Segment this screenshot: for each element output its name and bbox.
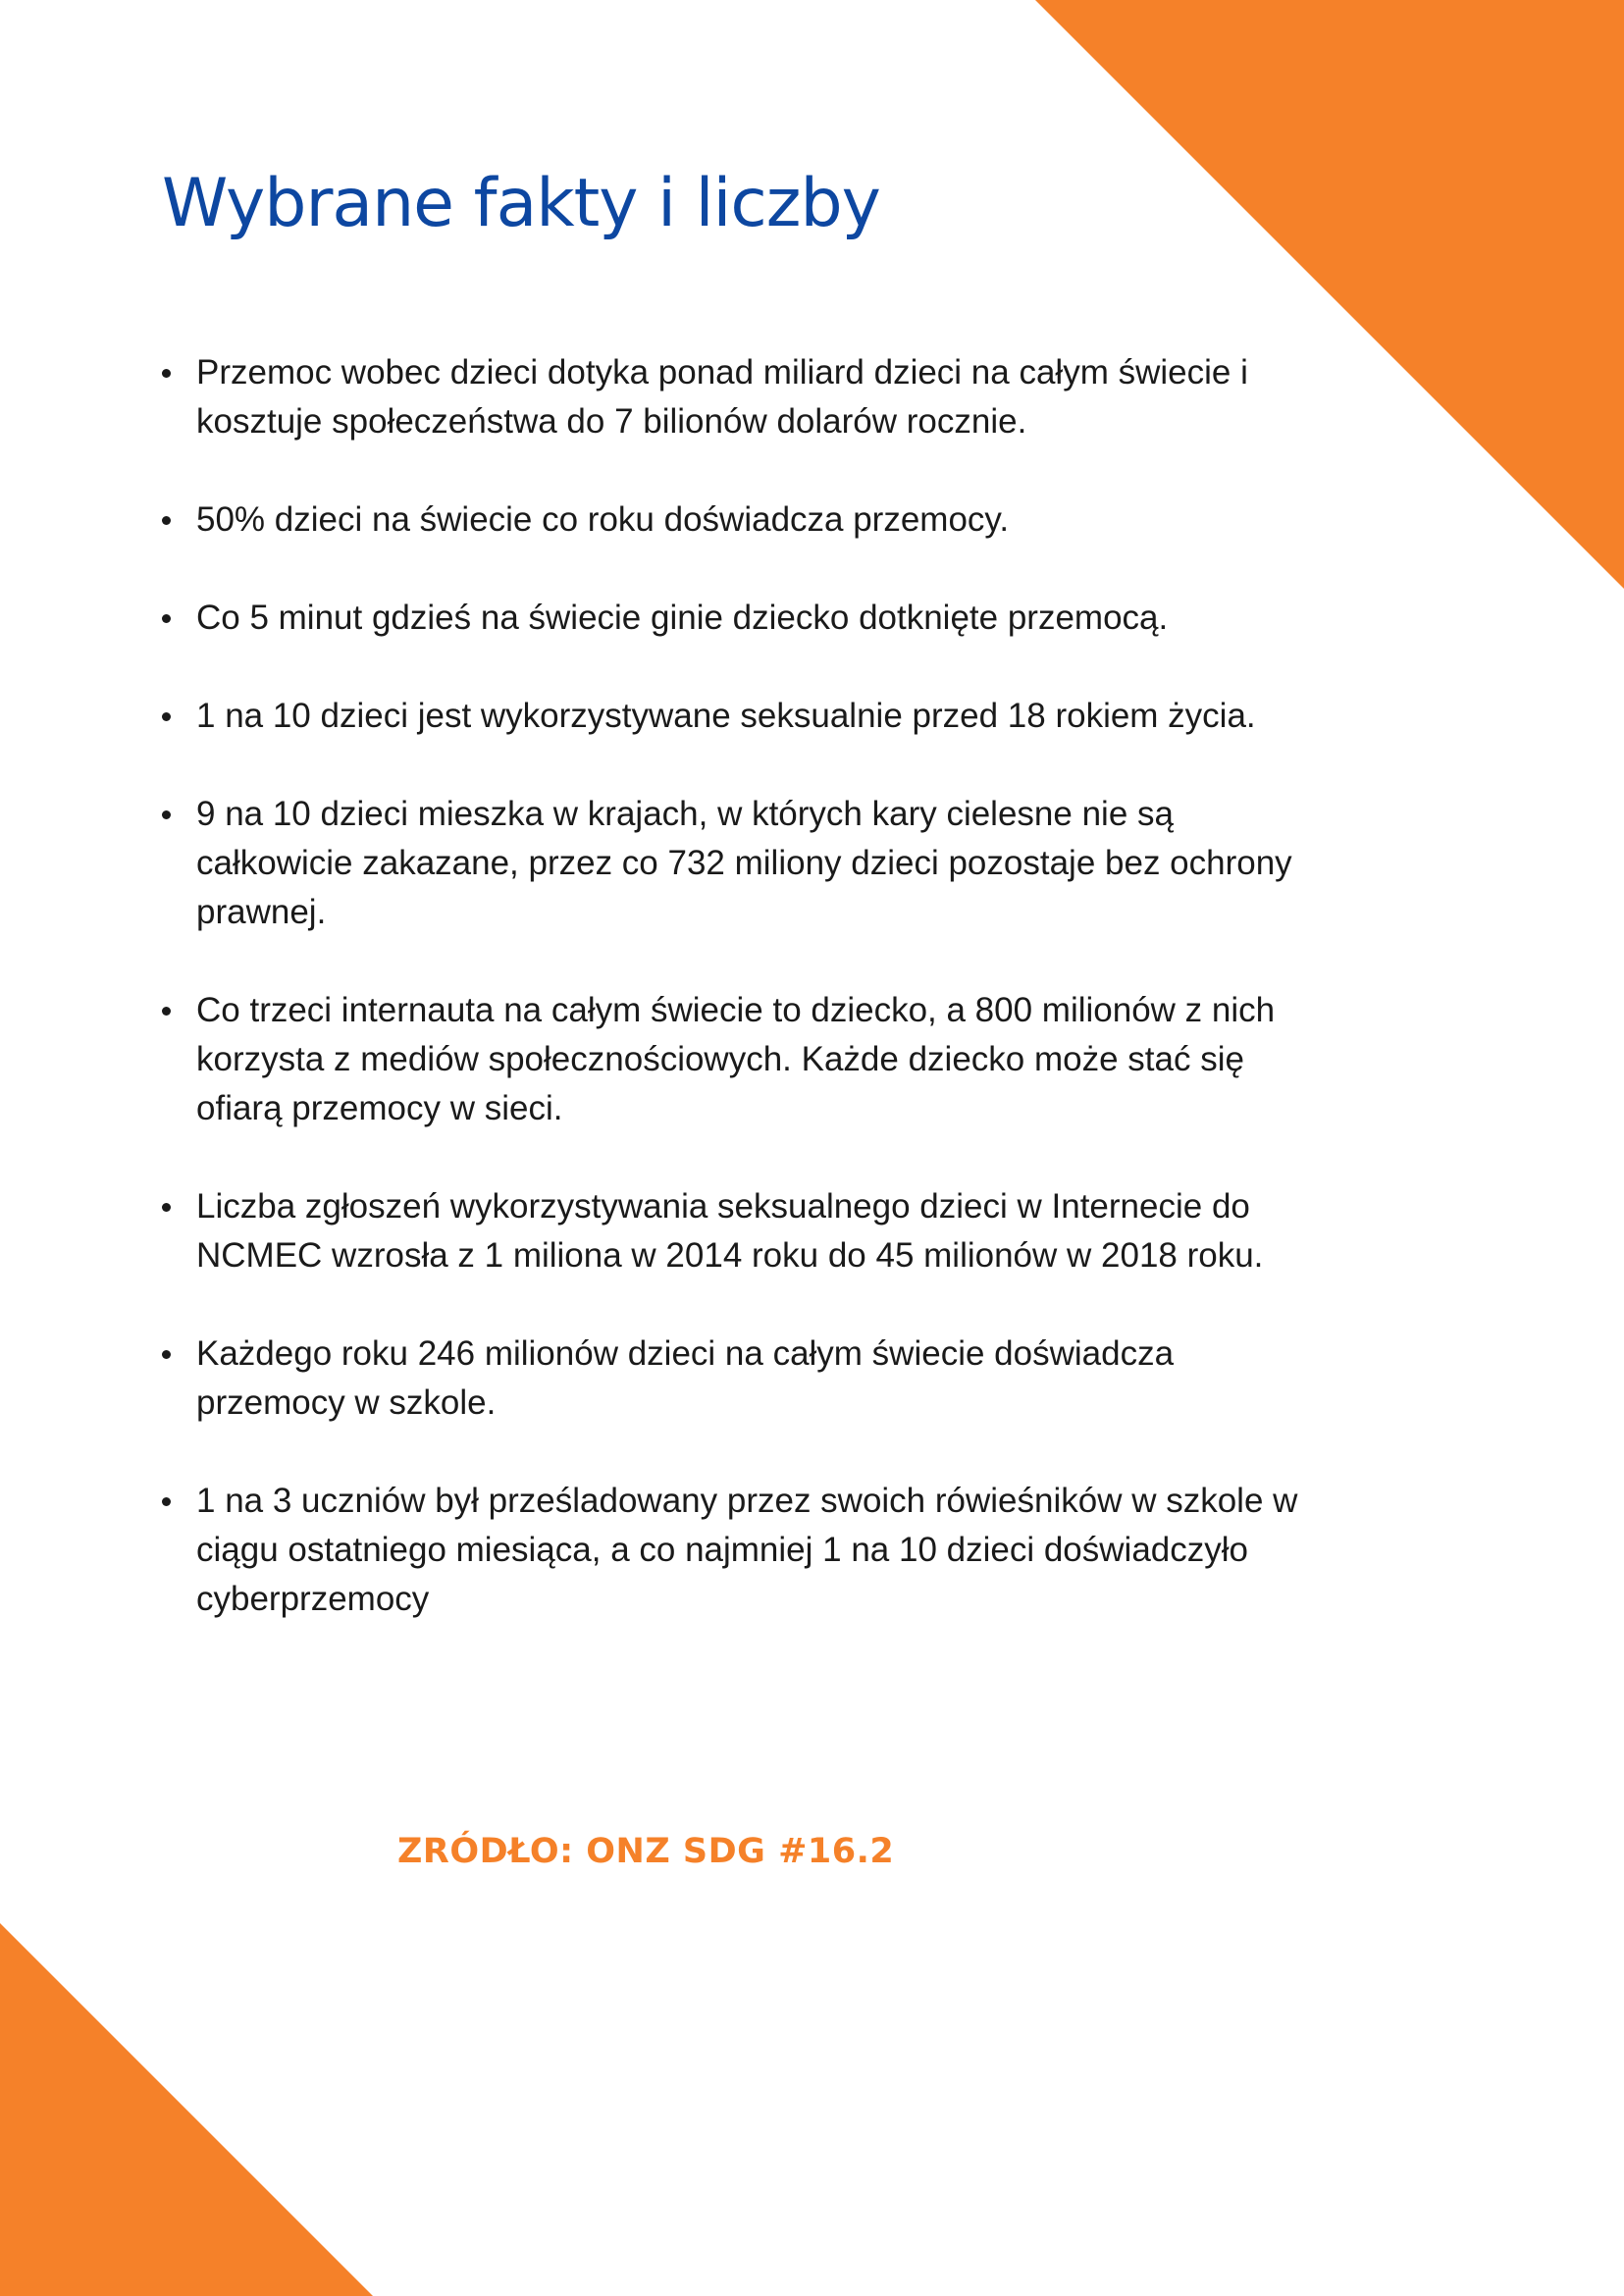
bullet-icon xyxy=(162,1497,171,1506)
fact-text: Co 5 minut gdzieś na świecie ginie dziecko dotknięte przemocą. xyxy=(196,599,1169,637)
source-label: ZRÓDŁO: ONZ SDG #16.2 xyxy=(397,1832,895,1871)
fact-item xyxy=(162,986,1320,1133)
fact-text: 50% dzieci na świecie co roku doświadcza przemocy. xyxy=(196,500,1010,539)
bullet-icon xyxy=(162,369,171,378)
bullet-icon xyxy=(162,614,171,623)
bullet-icon xyxy=(162,516,171,525)
corner-decoration-bottom-left xyxy=(0,1923,373,2296)
bullet-icon xyxy=(162,1350,171,1359)
fact-text: 9 na 10 dzieci mieszka w krajach, w których kary cielesne nie są całkowicie zakazane, przez co 732 miliony dzieci pozostaje bez ochrony prawnej. xyxy=(196,795,1292,931)
page-title: Wybrane fakty i liczby xyxy=(162,165,880,242)
fact-item xyxy=(162,790,1320,937)
fact-text: 1 na 3 uczniów był prześladowany przez swoich rówieśników w szkole w ciągu ostatniego miesiąca, a co najmniej 1 na 10 dzieci doświadczyło cyberprzemocy xyxy=(196,1482,1298,1618)
fact-item xyxy=(162,496,1320,545)
bullet-icon xyxy=(162,1007,171,1016)
fact-item xyxy=(162,1182,1320,1280)
bullet-icon xyxy=(162,712,171,721)
fact-text: Co trzeci internauta na całym świecie to dziecko, a 800 milionów z nich korzysta z mediów społecznościowych. Każde dziecko może stać się ofiarą przemocy w sieci. xyxy=(196,991,1276,1127)
fact-item xyxy=(162,348,1320,446)
bullet-icon xyxy=(162,810,171,819)
fact-text: Liczba zgłoszeń wykorzystywania seksualnego dzieci w Internecie do NCMEC wzrosła z 1 miliona w 2014 roku do 45 milionów w 2018 roku. xyxy=(196,1187,1264,1275)
bullet-icon xyxy=(162,1203,171,1212)
fact-text: Każdego roku 246 milionów dzieci na całym świecie doświadcza przemocy w szkole. xyxy=(196,1334,1175,1422)
facts-list xyxy=(162,348,1320,1673)
fact-item xyxy=(162,1330,1320,1428)
fact-item xyxy=(162,594,1320,643)
fact-text: Przemoc wobec dzieci dotyka ponad miliard dzieci na całym świecie i kosztuje społeczeństwa do 7 bilionów dolarów rocznie. xyxy=(196,353,1248,441)
fact-text: 1 na 10 dzieci jest wykorzystywane seksualnie przed 18 rokiem życia. xyxy=(196,697,1256,735)
fact-item xyxy=(162,692,1320,741)
fact-item xyxy=(162,1477,1320,1624)
